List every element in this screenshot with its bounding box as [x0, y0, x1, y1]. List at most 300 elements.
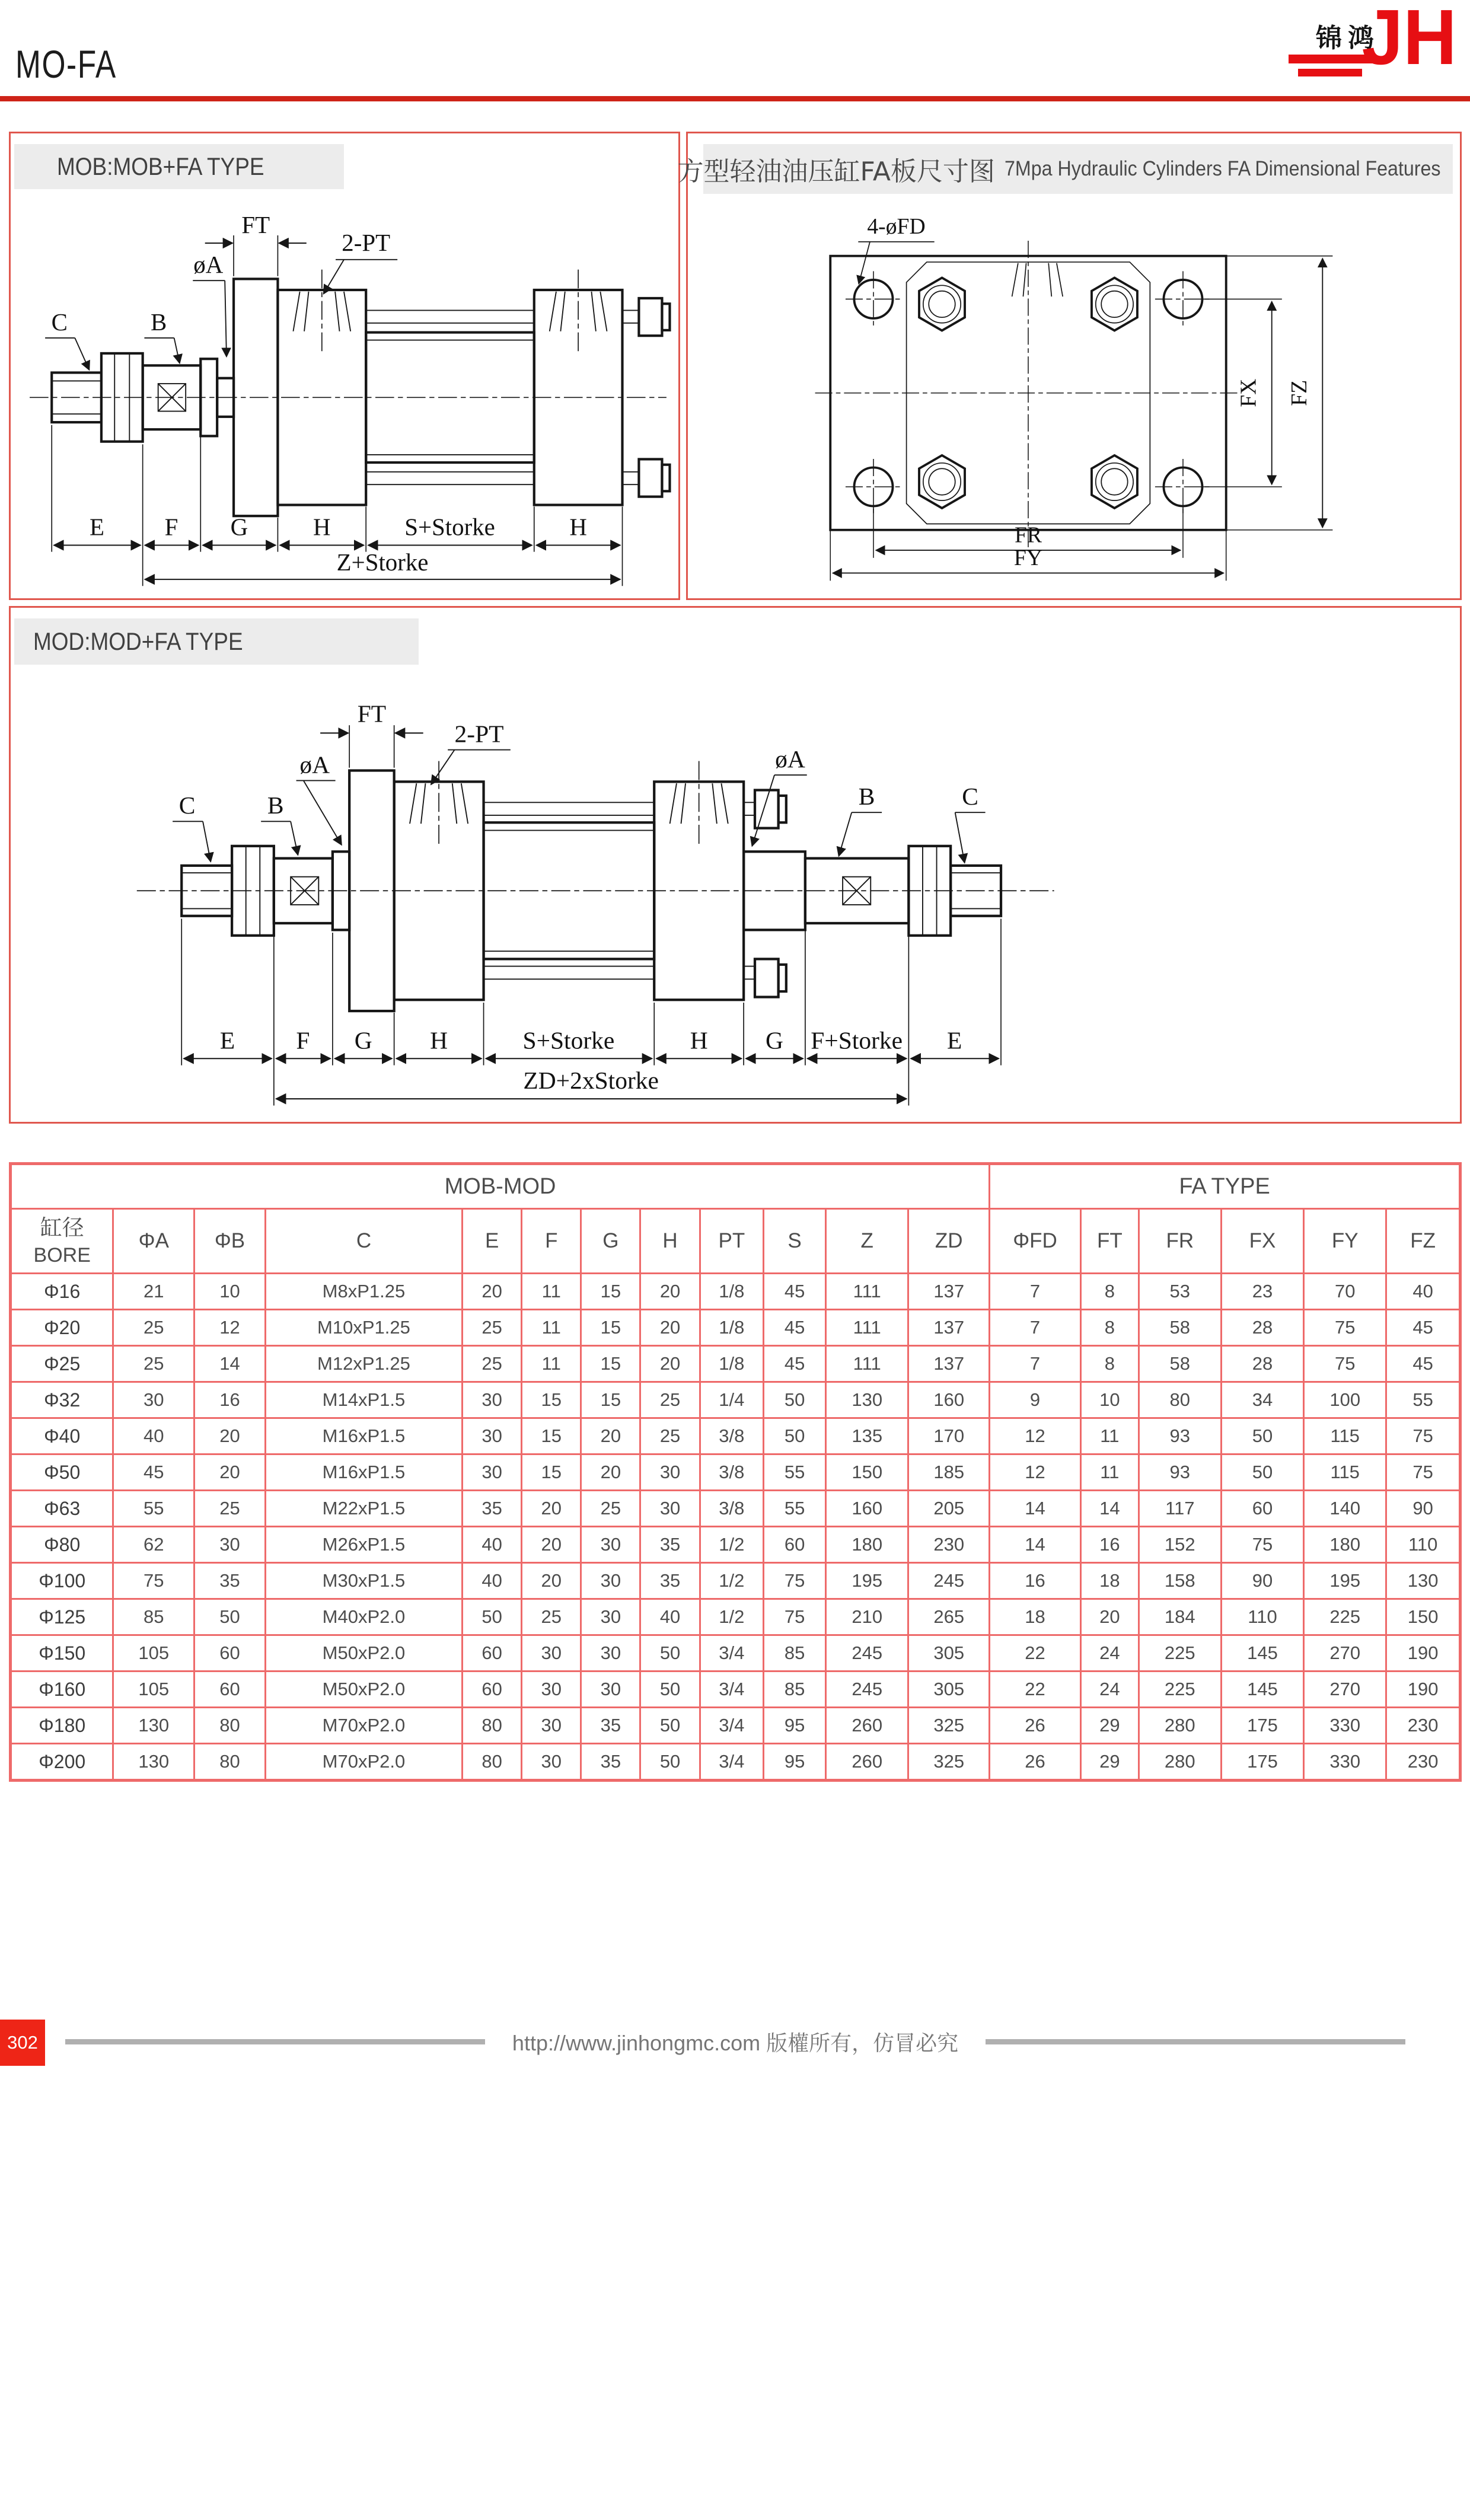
value-cell: 35 — [640, 1527, 700, 1563]
value-cell: 20 — [581, 1418, 640, 1454]
value-cell: 16 — [990, 1563, 1081, 1599]
value-cell: 35 — [194, 1563, 266, 1599]
bore-cell: Φ200 — [11, 1744, 113, 1781]
value-cell: 20 — [522, 1491, 581, 1527]
group-header-fa-type: FA TYPE — [990, 1164, 1461, 1209]
table-row — [11, 1418, 1461, 1454]
table-row — [11, 1454, 1461, 1491]
mod-diagram — [12, 667, 1459, 1120]
value-cell: 45 — [764, 1310, 826, 1346]
value-cell: 145 — [1221, 1672, 1303, 1708]
footer-rule-left — [65, 2039, 485, 2044]
label-phi-a-right: øA — [775, 745, 805, 773]
value-cell: 25 — [581, 1491, 640, 1527]
value-cell: 30 — [581, 1563, 640, 1599]
value-cell: 111 — [826, 1346, 908, 1382]
value-cell: 180 — [1304, 1527, 1386, 1563]
value-cell: 110 — [1386, 1527, 1461, 1563]
value-cell: 195 — [1304, 1563, 1386, 1599]
value-cell: 45 — [1386, 1346, 1461, 1382]
value-cell: 18 — [990, 1599, 1081, 1635]
value-cell: 95 — [764, 1744, 826, 1781]
bore-header-en: BORE — [33, 1243, 91, 1267]
value-cell: 75 — [113, 1563, 194, 1599]
value-cell: 3/4 — [700, 1744, 763, 1781]
mod-section-label — [14, 618, 419, 665]
bore-cell: Φ16 — [11, 1274, 113, 1310]
value-cell: 70 — [1304, 1274, 1386, 1310]
value-cell: 45 — [764, 1346, 826, 1382]
bore-cell: Φ63 — [11, 1491, 113, 1527]
value-cell: 205 — [908, 1491, 990, 1527]
table-row — [11, 1346, 1461, 1382]
value-cell: M30xP1.5 — [265, 1563, 462, 1599]
dim-e: E — [89, 513, 104, 541]
value-cell: 195 — [826, 1563, 908, 1599]
fa-plate-diagram — [689, 195, 1459, 596]
value-cell: 280 — [1139, 1708, 1221, 1744]
footer — [65, 2028, 1405, 2055]
value-cell: 180 — [826, 1527, 908, 1563]
mob-section-label-text: MOB:MOB+FA TYPE — [57, 152, 264, 180]
value-cell: 25 — [522, 1599, 581, 1635]
column-header: FR — [1139, 1209, 1221, 1274]
value-cell: 45 — [764, 1274, 826, 1310]
value-cell: 60 — [1221, 1491, 1303, 1527]
value-cell: 10 — [194, 1274, 266, 1310]
value-cell: 60 — [194, 1672, 266, 1708]
value-cell: 30 — [522, 1635, 581, 1672]
value-cell: 34 — [1221, 1382, 1303, 1418]
value-cell: 80 — [1139, 1382, 1221, 1418]
dim-fz: FZ — [1286, 379, 1312, 406]
fa-leader — [858, 242, 934, 284]
value-cell: 20 — [522, 1563, 581, 1599]
column-header: ΦFD — [990, 1209, 1081, 1274]
mob-diagram — [12, 188, 676, 596]
value-cell: 137 — [908, 1346, 990, 1382]
value-cell: 3/8 — [700, 1491, 763, 1527]
fa-title-chinese: 方型轻油油压缸FA板尺寸图 — [677, 157, 995, 187]
value-cell: 30 — [581, 1599, 640, 1635]
value-cell: 30 — [522, 1744, 581, 1781]
bore-cell: Φ125 — [11, 1599, 113, 1635]
value-cell: 190 — [1386, 1672, 1461, 1708]
value-cell: 15 — [581, 1382, 640, 1418]
value-cell: 230 — [1386, 1708, 1461, 1744]
group-header-mob-mod: MOB-MOD — [11, 1164, 990, 1209]
value-cell: 85 — [764, 1635, 826, 1672]
table-row — [11, 1635, 1461, 1672]
value-cell: 175 — [1221, 1708, 1303, 1744]
value-cell: 75 — [1304, 1346, 1386, 1382]
value-cell: 15 — [522, 1382, 581, 1418]
bore-header-cn: 缸径 — [40, 1214, 84, 1240]
value-cell: 24 — [1080, 1635, 1139, 1672]
dim-s-storke: S+Storke — [522, 1026, 615, 1054]
value-cell: 152 — [1139, 1527, 1221, 1563]
value-cell: 35 — [581, 1744, 640, 1781]
label-c: C — [51, 308, 68, 336]
dim-s-storke: S+Storke — [404, 513, 495, 541]
value-cell: 225 — [1304, 1599, 1386, 1635]
column-header: ΦB — [194, 1209, 266, 1274]
label-c-left: C — [178, 792, 196, 819]
value-cell: 11 — [522, 1346, 581, 1382]
value-cell: 75 — [764, 1599, 826, 1635]
dim-h2: H — [690, 1026, 708, 1054]
footer-rule-right — [986, 2039, 1405, 2044]
value-cell: 20 — [522, 1527, 581, 1563]
dim-g: G — [354, 1026, 372, 1054]
value-cell: 8 — [1080, 1310, 1139, 1346]
column-header: F — [522, 1209, 581, 1274]
value-cell: 30 — [581, 1527, 640, 1563]
fa-section-title — [677, 144, 1453, 194]
value-cell: 305 — [908, 1635, 990, 1672]
value-cell: 28 — [1221, 1310, 1303, 1346]
dim-e2: E — [947, 1026, 962, 1054]
table-row — [11, 1708, 1461, 1744]
value-cell: 35 — [640, 1563, 700, 1599]
value-cell: 14 — [194, 1346, 266, 1382]
value-cell: 26 — [990, 1708, 1081, 1744]
value-cell: 11 — [522, 1274, 581, 1310]
value-cell: 15 — [581, 1274, 640, 1310]
dim-e: E — [219, 1026, 235, 1054]
value-cell: 40 — [463, 1527, 522, 1563]
value-cell: 50 — [640, 1744, 700, 1781]
dim-h2: H — [569, 513, 587, 541]
mob-section-label — [14, 144, 344, 189]
value-cell: 15 — [522, 1454, 581, 1491]
value-cell: 3/8 — [700, 1454, 763, 1491]
column-header: S — [764, 1209, 826, 1274]
column-header: FT — [1080, 1209, 1139, 1274]
value-cell: 245 — [826, 1672, 908, 1708]
value-cell: 55 — [764, 1491, 826, 1527]
value-cell: 15 — [522, 1418, 581, 1454]
value-cell: 40 — [1386, 1274, 1461, 1310]
value-cell: 330 — [1304, 1708, 1386, 1744]
value-cell: M50xP2.0 — [265, 1635, 462, 1672]
column-header: Z — [826, 1209, 908, 1274]
dimension-table — [9, 1162, 1462, 1782]
value-cell: 20 — [463, 1274, 522, 1310]
value-cell: 280 — [1139, 1744, 1221, 1781]
value-cell: 25 — [640, 1418, 700, 1454]
value-cell: M10xP1.25 — [265, 1310, 462, 1346]
value-cell: 23 — [1221, 1274, 1303, 1310]
value-cell: 225 — [1139, 1635, 1221, 1672]
value-cell: 12 — [990, 1418, 1081, 1454]
table-row — [11, 1672, 1461, 1708]
bore-cell: Φ150 — [11, 1635, 113, 1672]
value-cell: 15 — [581, 1310, 640, 1346]
dim-h: H — [313, 513, 331, 541]
column-header: PT — [700, 1209, 763, 1274]
value-cell: 75 — [1221, 1527, 1303, 1563]
bore-cell: Φ40 — [11, 1418, 113, 1454]
value-cell: 20 — [640, 1346, 700, 1382]
label-ft: FT — [357, 700, 387, 728]
dim-h: H — [430, 1026, 448, 1054]
value-cell: 7 — [990, 1274, 1081, 1310]
value-cell: 260 — [826, 1744, 908, 1781]
value-cell: 137 — [908, 1310, 990, 1346]
value-cell: 30 — [463, 1382, 522, 1418]
dim-g: G — [230, 513, 248, 541]
value-cell: 90 — [1221, 1563, 1303, 1599]
value-cell: 225 — [1139, 1672, 1221, 1708]
dim-f-storke: F+Storke — [811, 1026, 903, 1054]
value-cell: 137 — [908, 1274, 990, 1310]
value-cell: 14 — [990, 1527, 1081, 1563]
value-cell: 50 — [1221, 1454, 1303, 1491]
logo-chinese-text: 锦鸿 — [1316, 23, 1380, 53]
value-cell: 11 — [522, 1310, 581, 1346]
table-row — [11, 1310, 1461, 1346]
value-cell: M8xP1.25 — [265, 1274, 462, 1310]
value-cell: 50 — [640, 1635, 700, 1672]
label-b-right: B — [858, 783, 875, 811]
value-cell: 18 — [1080, 1563, 1139, 1599]
value-cell: 160 — [826, 1491, 908, 1527]
value-cell: 30 — [640, 1454, 700, 1491]
value-cell: 305 — [908, 1672, 990, 1708]
value-cell: 15 — [581, 1346, 640, 1382]
value-cell: 28 — [1221, 1346, 1303, 1382]
bore-cell: Φ80 — [11, 1527, 113, 1563]
value-cell: 158 — [1139, 1563, 1221, 1599]
value-cell: M12xP1.25 — [265, 1346, 462, 1382]
label-c-right: C — [962, 783, 978, 811]
value-cell: 80 — [194, 1708, 266, 1744]
value-cell: 8 — [1080, 1346, 1139, 1382]
value-cell: 62 — [113, 1527, 194, 1563]
dim-fx: FX — [1236, 378, 1261, 407]
value-cell: 60 — [463, 1672, 522, 1708]
value-cell: M16xP1.5 — [265, 1418, 462, 1454]
bore-cell: Φ100 — [11, 1563, 113, 1599]
value-cell: 55 — [1386, 1382, 1461, 1418]
value-cell: 50 — [764, 1418, 826, 1454]
value-cell: 55 — [764, 1454, 826, 1491]
value-cell: 20 — [640, 1274, 700, 1310]
value-cell: 130 — [1386, 1563, 1461, 1599]
logo-stripe — [1289, 55, 1373, 63]
value-cell: 50 — [640, 1672, 700, 1708]
value-cell: 10 — [1080, 1382, 1139, 1418]
value-cell: 30 — [522, 1672, 581, 1708]
company-logo — [1285, 2, 1457, 92]
fa-section — [677, 132, 1462, 600]
value-cell: 25 — [463, 1346, 522, 1382]
value-cell: 22 — [990, 1635, 1081, 1672]
value-cell: 25 — [463, 1310, 522, 1346]
value-cell: 30 — [113, 1382, 194, 1418]
value-cell: 80 — [463, 1708, 522, 1744]
value-cell: 270 — [1304, 1635, 1386, 1672]
value-cell: 60 — [764, 1527, 826, 1563]
bore-cell: Φ25 — [11, 1346, 113, 1382]
value-cell: 30 — [640, 1491, 700, 1527]
value-cell: 75 — [764, 1563, 826, 1599]
value-cell: 160 — [908, 1382, 990, 1418]
label-b-left: B — [267, 792, 284, 819]
value-cell: 210 — [826, 1599, 908, 1635]
value-cell: 80 — [463, 1744, 522, 1781]
value-cell: 110 — [1221, 1599, 1303, 1635]
column-header: FZ — [1386, 1209, 1461, 1274]
value-cell: 1/8 — [700, 1310, 763, 1346]
table-row — [11, 1527, 1461, 1563]
value-cell: M14xP1.5 — [265, 1382, 462, 1418]
value-cell: 95 — [764, 1708, 826, 1744]
value-cell: 50 — [194, 1599, 266, 1635]
logo-jh-mark: JH — [1361, 0, 1457, 81]
port-hatch — [410, 761, 728, 846]
value-cell: 1/8 — [700, 1346, 763, 1382]
value-cell: 25 — [113, 1346, 194, 1382]
dim-zd-storke: ZD+2xStorke — [523, 1067, 659, 1095]
value-cell: 1/2 — [700, 1527, 763, 1563]
dim-f: F — [164, 513, 178, 541]
bore-header — [11, 1209, 113, 1274]
fa-title-english: 7Mpa Hydraulic Cylinders FA Dimensional Features — [1004, 157, 1441, 180]
bore-cell: Φ50 — [11, 1454, 113, 1491]
value-cell: 24 — [1080, 1672, 1139, 1708]
column-header: G — [581, 1209, 640, 1274]
value-cell: 25 — [113, 1310, 194, 1346]
value-cell: 105 — [113, 1672, 194, 1708]
value-cell: M70xP2.0 — [265, 1744, 462, 1781]
value-cell: 14 — [990, 1491, 1081, 1527]
value-cell: M22xP1.5 — [265, 1491, 462, 1527]
value-cell: 85 — [764, 1672, 826, 1708]
value-cell: 260 — [826, 1708, 908, 1744]
column-header: FY — [1304, 1209, 1386, 1274]
value-cell: 20 — [194, 1454, 266, 1491]
value-cell: 90 — [1386, 1491, 1461, 1527]
value-cell: 30 — [581, 1672, 640, 1708]
column-header-row — [11, 1209, 1461, 1274]
label-2pt: 2-PT — [454, 720, 504, 748]
value-cell: 1/8 — [700, 1274, 763, 1310]
value-cell: 35 — [581, 1708, 640, 1744]
value-cell: 105 — [113, 1635, 194, 1672]
value-cell: 20 — [640, 1310, 700, 1346]
value-cell: 3/4 — [700, 1672, 763, 1708]
value-cell: 20 — [194, 1418, 266, 1454]
table-row — [11, 1599, 1461, 1635]
mod-section — [9, 606, 1462, 1124]
value-cell: 29 — [1080, 1744, 1139, 1781]
value-cell: 16 — [1080, 1527, 1139, 1563]
value-cell: 145 — [1221, 1635, 1303, 1672]
table-body — [11, 1274, 1461, 1781]
mod-ft-dim — [320, 725, 423, 768]
value-cell: 40 — [640, 1599, 700, 1635]
value-cell: 16 — [194, 1382, 266, 1418]
value-cell: 230 — [908, 1527, 990, 1563]
table-row — [11, 1274, 1461, 1310]
value-cell: 115 — [1304, 1418, 1386, 1454]
value-cell: 170 — [908, 1418, 990, 1454]
label-phi-a: øA — [193, 251, 224, 279]
value-cell: 150 — [826, 1454, 908, 1491]
label-4-fd: 4-øFD — [867, 214, 926, 240]
value-cell: 58 — [1139, 1346, 1221, 1382]
value-cell: 270 — [1304, 1672, 1386, 1708]
port-hatch — [293, 270, 607, 353]
value-cell: 53 — [1139, 1274, 1221, 1310]
footer-text: http://www.jinhongmc.com 版權所有，仿冒必究 — [512, 2030, 959, 2055]
value-cell: 100 — [1304, 1382, 1386, 1418]
page-title: MO-FA — [15, 42, 117, 86]
value-cell: 175 — [1221, 1744, 1303, 1781]
table-row — [11, 1491, 1461, 1527]
value-cell: 325 — [908, 1744, 990, 1781]
value-cell: 30 — [463, 1454, 522, 1491]
label-ft: FT — [241, 212, 270, 239]
value-cell: M26xP1.5 — [265, 1527, 462, 1563]
label-2pt: 2-PT — [342, 229, 391, 256]
value-cell: 330 — [1304, 1744, 1386, 1781]
label-b: B — [150, 308, 167, 336]
value-cell: 93 — [1139, 1454, 1221, 1491]
bore-cell: Φ160 — [11, 1672, 113, 1708]
value-cell: 60 — [463, 1635, 522, 1672]
value-cell: 1/2 — [700, 1599, 763, 1635]
value-cell: 75 — [1304, 1310, 1386, 1346]
logo-stripe — [1298, 69, 1362, 76]
dim-fy: FY — [1013, 545, 1043, 570]
value-cell: 8 — [1080, 1274, 1139, 1310]
value-cell: 190 — [1386, 1635, 1461, 1672]
value-cell: 185 — [908, 1454, 990, 1491]
value-cell: 35 — [463, 1491, 522, 1527]
value-cell: 265 — [908, 1599, 990, 1635]
value-cell: 50 — [1221, 1418, 1303, 1454]
value-cell: 230 — [1386, 1744, 1461, 1781]
value-cell: 3/4 — [700, 1635, 763, 1672]
column-header: ΦA — [113, 1209, 194, 1274]
value-cell: 130 — [113, 1708, 194, 1744]
value-cell: 22 — [990, 1672, 1081, 1708]
value-cell: 115 — [1304, 1454, 1386, 1491]
value-cell: 45 — [113, 1454, 194, 1491]
bore-cell: Φ20 — [11, 1310, 113, 1346]
value-cell: 21 — [113, 1274, 194, 1310]
value-cell: 60 — [194, 1635, 266, 1672]
fa-dims — [830, 256, 1332, 581]
dim-f: F — [296, 1026, 310, 1054]
value-cell: M40xP2.0 — [265, 1599, 462, 1635]
port-marks — [1012, 263, 1063, 296]
value-cell: 93 — [1139, 1418, 1221, 1454]
value-cell: 45 — [1386, 1310, 1461, 1346]
mob-section — [9, 132, 680, 600]
value-cell: 12 — [194, 1310, 266, 1346]
value-cell: 150 — [1386, 1599, 1461, 1635]
value-cell: 9 — [990, 1382, 1081, 1418]
value-cell: 184 — [1139, 1599, 1221, 1635]
value-cell: 117 — [1139, 1491, 1221, 1527]
dim-g2: G — [766, 1026, 784, 1054]
value-cell: 140 — [1304, 1491, 1386, 1527]
value-cell: 29 — [1080, 1708, 1139, 1744]
